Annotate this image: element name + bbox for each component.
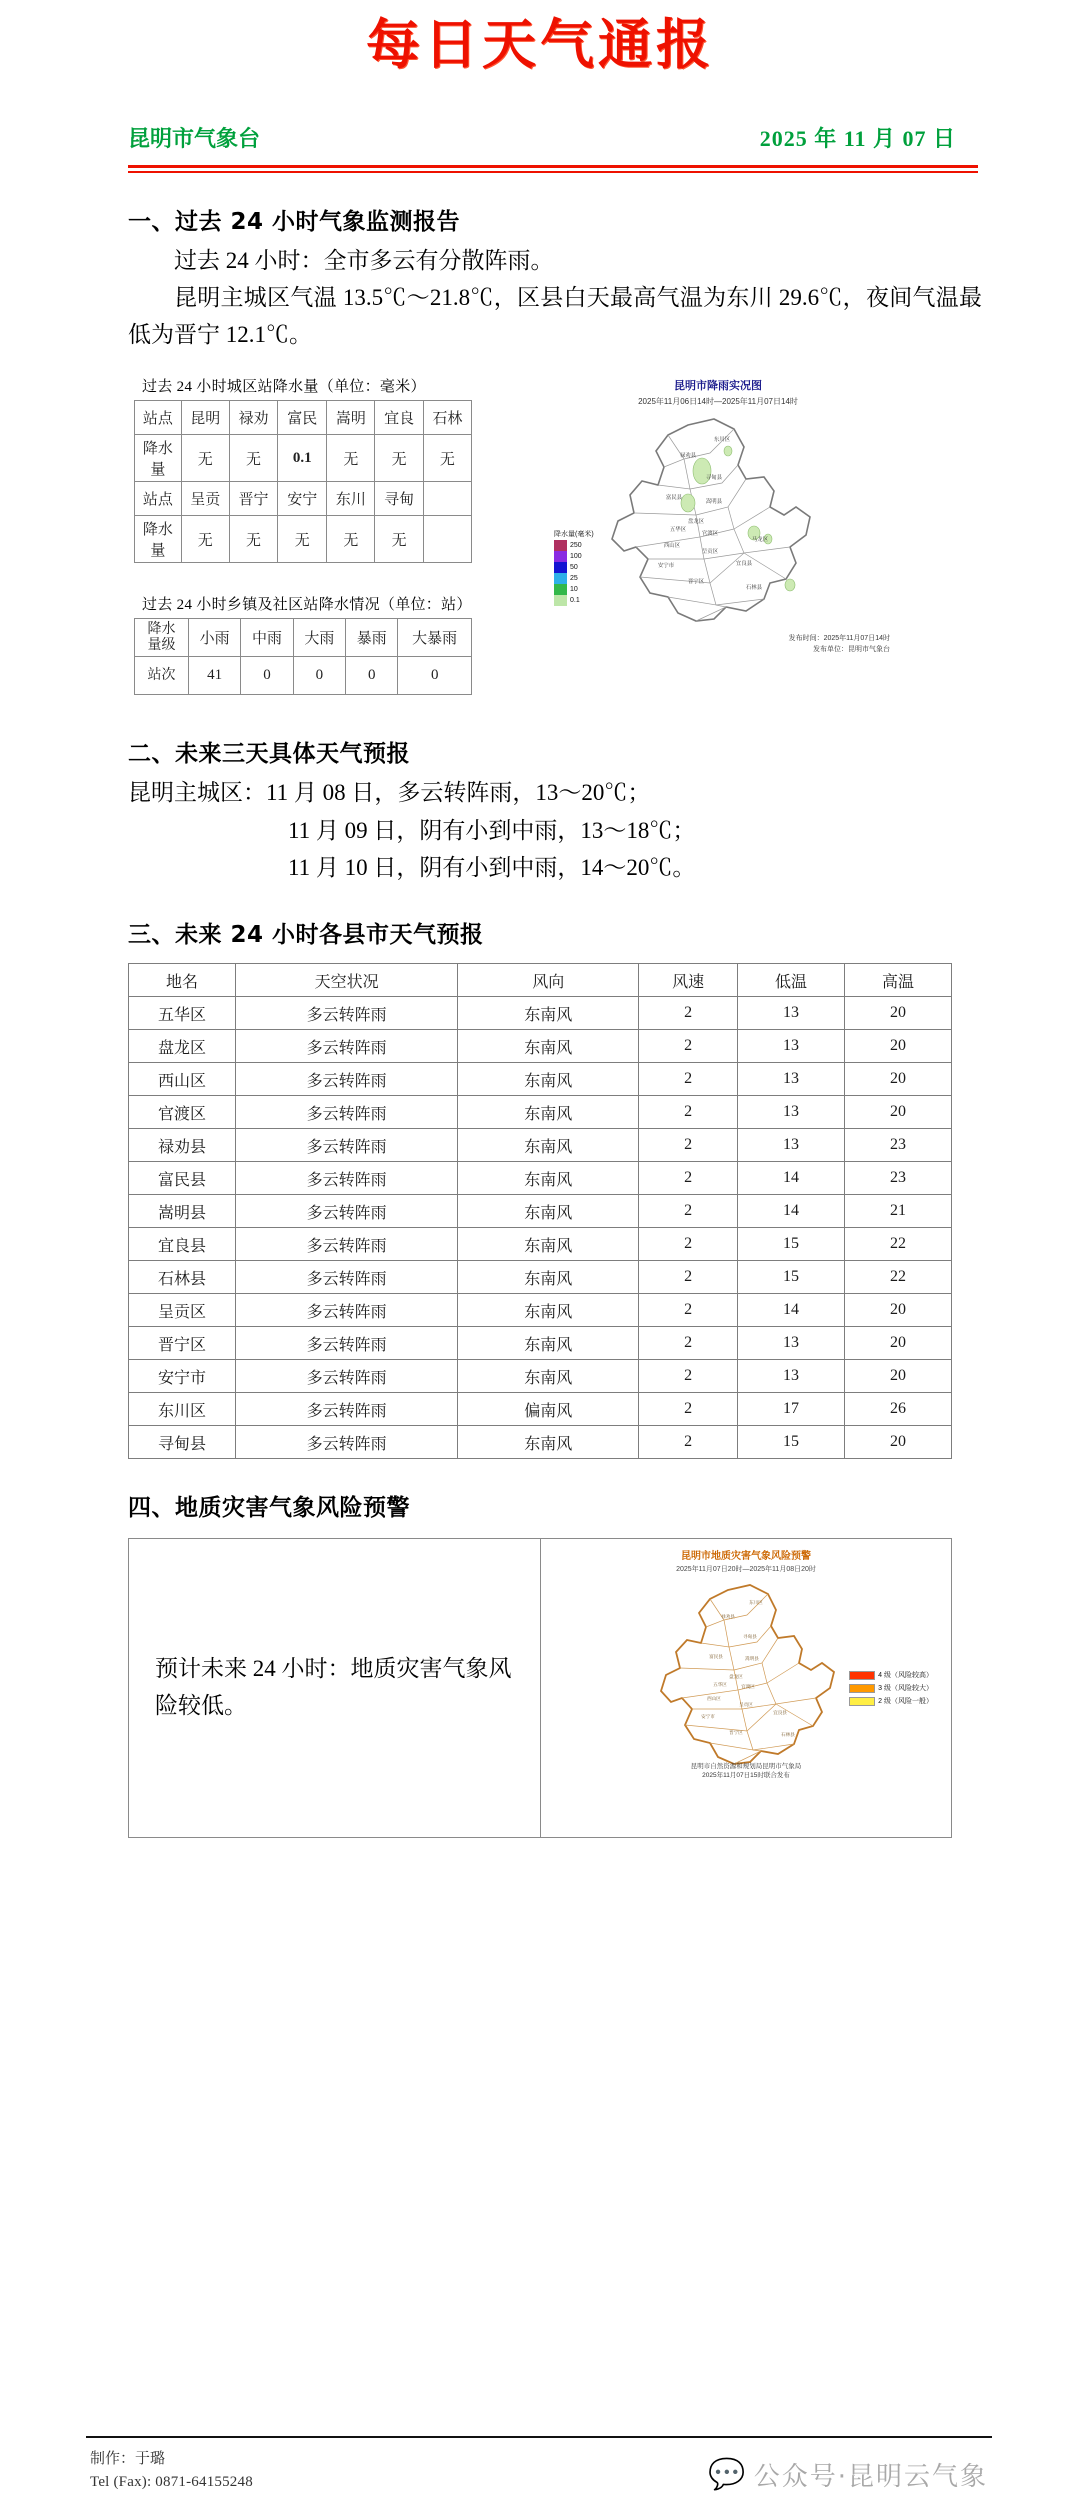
geohazard-risk-map bbox=[540, 1539, 951, 1837]
risk-statement: 预计未来 24 小时：地质灾害气象风险较低。 bbox=[155, 1656, 512, 1719]
risk-legend-item bbox=[849, 1683, 933, 1693]
section-1-heading: 一、过去 24 小时气象监测报告 bbox=[128, 208, 461, 235]
svg-text:西山区: 西山区 bbox=[707, 1696, 721, 1702]
svg-text:五华区: 五华区 bbox=[713, 1682, 727, 1688]
svg-text:宜良县: 宜良县 bbox=[735, 560, 753, 567]
table-row bbox=[129, 1360, 952, 1393]
map-footer: 发布时间：2025年11月07日14时 发布单位：昆明市气象台 bbox=[788, 635, 890, 653]
table-row bbox=[129, 1162, 952, 1195]
section-1-line-1: 过去 24 小时：全市多云有分散阵雨。 bbox=[174, 247, 554, 273]
section-2-day-2: 11 月 09 日，阴有小到中雨，13～18℃； bbox=[288, 817, 696, 843]
table-row bbox=[129, 1096, 952, 1129]
row-label: 站点 bbox=[135, 482, 182, 516]
svg-text:呈贡区: 呈贡区 bbox=[739, 1702, 753, 1708]
cell-low-temp: 13 bbox=[737, 1096, 844, 1129]
precip-cell: 无 bbox=[423, 435, 471, 482]
cell-wind-dir: 东南风 bbox=[458, 1294, 639, 1327]
table-row bbox=[129, 1063, 952, 1096]
cell-wind-dir: 东南风 bbox=[458, 1030, 639, 1063]
section-2-heading: 二、未来三天具体天气预报 bbox=[128, 741, 410, 768]
cell-sky: 多云转阵雨 bbox=[235, 1063, 457, 1096]
cell-wind-dir: 东南风 bbox=[458, 1360, 639, 1393]
cell-wind-speed: 2 bbox=[639, 1393, 738, 1426]
precip-cell: 无 bbox=[375, 516, 423, 563]
risk-map-title: 昆明市地质灾害气象风险预警 bbox=[681, 1551, 811, 1563]
footer-contact bbox=[90, 2448, 253, 2493]
table-2-caption: 过去 24 小时乡镇及社区站降水情况（单位：站） bbox=[142, 597, 472, 614]
row-label: 降水量 bbox=[135, 435, 182, 482]
station-cell: 禄劝 bbox=[229, 401, 277, 435]
cell-wind-speed: 2 bbox=[639, 1030, 738, 1063]
cell-wind-speed: 2 bbox=[639, 1426, 738, 1459]
cell-high-temp: 20 bbox=[844, 1063, 951, 1096]
table-1-caption: 过去 24 小时城区站降水量（单位：毫米） bbox=[142, 379, 426, 396]
city-label: 昆明主城区： bbox=[128, 780, 266, 806]
svg-text:马龙区: 马龙区 bbox=[751, 536, 769, 543]
row-label: 降水量 bbox=[135, 516, 182, 563]
cell-high-temp: 21 bbox=[844, 1195, 951, 1228]
svg-text:东川区: 东川区 bbox=[713, 436, 731, 443]
svg-text:盘龙区: 盘龙区 bbox=[687, 518, 705, 525]
svg-text:嵩明县: 嵩明县 bbox=[705, 498, 723, 505]
page-title: 每日天气通报 bbox=[366, 15, 714, 75]
level-cell: 大暴雨 bbox=[398, 619, 472, 657]
map-title: 昆明市降雨实况图 bbox=[674, 380, 762, 393]
table-row bbox=[135, 516, 472, 563]
cell-low-temp: 14 bbox=[737, 1195, 844, 1228]
cell-sky: 多云转阵雨 bbox=[235, 1228, 457, 1261]
cell-low-temp: 15 bbox=[737, 1261, 844, 1294]
precip-cell: 无 bbox=[229, 516, 277, 563]
cell-sky: 多云转阵雨 bbox=[235, 997, 457, 1030]
station-cell: 嵩明 bbox=[327, 401, 375, 435]
count-cell: 0 bbox=[346, 657, 398, 695]
station-cell: 富民 bbox=[278, 401, 327, 435]
cell-wind-speed: 2 bbox=[639, 1063, 738, 1096]
table-header-row bbox=[129, 964, 952, 997]
cell-wind-dir: 东南风 bbox=[458, 1327, 639, 1360]
cell-sky: 多云转阵雨 bbox=[235, 1426, 457, 1459]
precip-cell: 无 bbox=[181, 435, 229, 482]
cell-name: 嵩明县 bbox=[129, 1195, 236, 1228]
observation-panel bbox=[72, 353, 1008, 705]
section-2-day-3: 11 月 10 日，阴有小到中雨，14～20℃。 bbox=[288, 854, 696, 880]
precip-cell-empty bbox=[423, 516, 471, 563]
table-row bbox=[129, 1195, 952, 1228]
cell-wind-dir: 东南风 bbox=[458, 1426, 639, 1459]
cell-name: 安宁市 bbox=[129, 1360, 236, 1393]
cell-high-temp: 20 bbox=[844, 1360, 951, 1393]
header-divider bbox=[72, 153, 1008, 173]
issuer-row bbox=[72, 76, 1008, 153]
page-footer bbox=[72, 2436, 1008, 2493]
cell-sky: 多云转阵雨 bbox=[235, 1261, 457, 1294]
risk-legend-item bbox=[849, 1670, 933, 1680]
svg-text:晋宁区: 晋宁区 bbox=[687, 578, 705, 585]
table-row bbox=[129, 1030, 952, 1063]
svg-text:西山区: 西山区 bbox=[663, 542, 681, 549]
station-cell: 呈贡 bbox=[181, 482, 229, 516]
table-row bbox=[135, 435, 472, 482]
svg-text:石林县: 石林县 bbox=[745, 584, 763, 591]
cell-low-temp: 13 bbox=[737, 1360, 844, 1393]
precipitation-map bbox=[538, 375, 898, 705]
forecast-day-1: 11 月 08 日，多云转阵雨，13～20℃； bbox=[266, 780, 651, 806]
precip-cell: 无 bbox=[327, 435, 375, 482]
cell-name: 石林县 bbox=[129, 1261, 236, 1294]
section-1-line-2: 昆明主城区气温 13.5℃～21.8℃，区县白天最高气温为东川 29.6℃，夜间气温最低为晋宁 12.1℃。 bbox=[128, 284, 982, 348]
cell-wind-speed: 2 bbox=[639, 1294, 738, 1327]
table-row bbox=[135, 401, 472, 435]
cell-low-temp: 14 bbox=[737, 1294, 844, 1327]
cell-low-temp: 13 bbox=[737, 1030, 844, 1063]
risk-legend-label: 2 级（风险一般） bbox=[878, 1698, 933, 1706]
svg-text:富民县: 富民县 bbox=[665, 494, 683, 501]
precip-cell: 无 bbox=[181, 516, 229, 563]
table-row bbox=[129, 1327, 952, 1360]
cell-high-temp: 23 bbox=[844, 1162, 951, 1195]
risk-map-canvas bbox=[541, 1574, 951, 1784]
cell-wind-speed: 2 bbox=[639, 1327, 738, 1360]
cell-name: 官渡区 bbox=[129, 1096, 236, 1129]
cell-high-temp: 20 bbox=[844, 997, 951, 1030]
cell-wind-speed: 2 bbox=[639, 1096, 738, 1129]
cell-wind-dir: 东南风 bbox=[458, 1129, 639, 1162]
cell-name: 呈贡区 bbox=[129, 1294, 236, 1327]
row-label: 站次 bbox=[135, 657, 189, 695]
cell-sky: 多云转阵雨 bbox=[235, 1327, 457, 1360]
risk-swatch-level4 bbox=[849, 1671, 875, 1680]
table-row bbox=[129, 1393, 952, 1426]
table-row bbox=[135, 657, 472, 695]
cell-sky: 多云转阵雨 bbox=[235, 1195, 457, 1228]
cell-wind-dir: 东南风 bbox=[458, 1162, 639, 1195]
cell-low-temp: 14 bbox=[737, 1162, 844, 1195]
wechat-account-label: 公众号·昆明云气象 bbox=[753, 2462, 988, 2492]
geohazard-risk-panel bbox=[128, 1538, 952, 1838]
cell-wind-speed: 2 bbox=[639, 997, 738, 1030]
table-row bbox=[135, 619, 472, 657]
station-cell-empty bbox=[423, 482, 471, 516]
cell-name: 盘龙区 bbox=[129, 1030, 236, 1063]
station-cell: 宜良 bbox=[375, 401, 423, 435]
count-cell: 0 bbox=[398, 657, 472, 695]
cell-high-temp: 22 bbox=[844, 1261, 951, 1294]
section-3-heading: 三、未来 24 小时各县市天气预报 bbox=[128, 922, 484, 949]
cell-wind-speed: 2 bbox=[639, 1360, 738, 1393]
level-cell: 暴雨 bbox=[346, 619, 398, 657]
cell-wind-dir: 东南风 bbox=[458, 1096, 639, 1129]
svg-text:石林县: 石林县 bbox=[781, 1732, 795, 1738]
cell-high-temp: 22 bbox=[844, 1228, 951, 1261]
svg-text:呈贡区: 呈贡区 bbox=[701, 548, 719, 555]
cell-high-temp: 20 bbox=[844, 1096, 951, 1129]
forecast-rows bbox=[129, 997, 952, 1459]
table-row bbox=[129, 1261, 952, 1294]
cell-high-temp: 20 bbox=[844, 1426, 951, 1459]
map-canvas bbox=[538, 407, 898, 657]
precip-cell: 无 bbox=[278, 516, 327, 563]
cell-wind-speed: 2 bbox=[639, 1162, 738, 1195]
precip-cell: 无 bbox=[327, 516, 375, 563]
wechat-icon: 💬 bbox=[708, 2457, 746, 2491]
svg-text:盘龙区: 盘龙区 bbox=[729, 1674, 743, 1680]
station-cell: 石林 bbox=[423, 401, 471, 435]
cell-sky: 多云转阵雨 bbox=[235, 1129, 457, 1162]
station-cell: 东川 bbox=[327, 482, 375, 516]
cell-wind-dir: 东南风 bbox=[458, 1261, 639, 1294]
column-header-wind-dir: 风向 bbox=[458, 964, 639, 997]
column-header-name: 地名 bbox=[129, 964, 236, 997]
table-row bbox=[129, 1129, 952, 1162]
cell-sky: 多云转阵雨 bbox=[235, 1162, 457, 1195]
risk-legend bbox=[849, 1670, 933, 1709]
legend-swatches bbox=[554, 540, 567, 606]
column-header-sky: 天空状况 bbox=[235, 964, 457, 997]
cell-high-temp: 20 bbox=[844, 1327, 951, 1360]
cell-name: 富民县 bbox=[129, 1162, 236, 1195]
cell-high-temp: 20 bbox=[844, 1030, 951, 1063]
issue-date: 2025 年 11 月 07 日 bbox=[759, 126, 956, 152]
risk-swatch-level3 bbox=[849, 1684, 875, 1693]
wechat-account bbox=[708, 2456, 988, 2493]
station-cell: 安宁 bbox=[278, 482, 327, 516]
risk-map-subtitle: 2025年11月07日20时—2025年11月08日20时 bbox=[676, 1566, 816, 1574]
svg-text:晋宁区: 晋宁区 bbox=[729, 1730, 743, 1736]
svg-text:安宁市: 安宁市 bbox=[657, 562, 675, 569]
cell-wind-speed: 2 bbox=[639, 1228, 738, 1261]
cell-wind-dir: 东南风 bbox=[458, 1228, 639, 1261]
precipitation-map-panel bbox=[532, 375, 1008, 705]
cell-name: 西山区 bbox=[129, 1063, 236, 1096]
cell-low-temp: 15 bbox=[737, 1228, 844, 1261]
table-row bbox=[129, 1228, 952, 1261]
legend-labels: 250 100 50 25 10 0.1 bbox=[570, 541, 582, 604]
cell-wind-speed: 2 bbox=[639, 1129, 738, 1162]
svg-text:官渡区: 官渡区 bbox=[701, 530, 719, 537]
cell-wind-dir: 东南风 bbox=[458, 1195, 639, 1228]
cell-low-temp: 13 bbox=[737, 1063, 844, 1096]
precip-cell: 0.1 bbox=[278, 435, 327, 482]
level-header: 降水 量级 bbox=[135, 619, 189, 657]
cell-name: 东川区 bbox=[129, 1393, 236, 1426]
station-cell: 晋宁 bbox=[229, 482, 277, 516]
station-cell: 寻甸 bbox=[375, 482, 423, 516]
svg-text:东川区: 东川区 bbox=[749, 1600, 763, 1606]
column-header-wind-speed: 风速 bbox=[639, 964, 738, 997]
table-row bbox=[129, 1426, 952, 1459]
cell-high-temp: 20 bbox=[844, 1294, 951, 1327]
cell-low-temp: 13 bbox=[737, 997, 844, 1030]
issuer-name: 昆明市气象台 bbox=[128, 126, 261, 152]
count-cell: 0 bbox=[293, 657, 345, 695]
cell-high-temp: 26 bbox=[844, 1393, 951, 1426]
cell-sky: 多云转阵雨 bbox=[235, 1030, 457, 1063]
risk-legend-label: 4 级（风险较高） bbox=[878, 1672, 933, 1680]
cell-sky: 多云转阵雨 bbox=[235, 1096, 457, 1129]
producer-line: 制作：于璐 bbox=[90, 2451, 166, 2467]
table-row bbox=[129, 1294, 952, 1327]
observation-tables bbox=[72, 375, 532, 705]
table-row bbox=[129, 997, 952, 1030]
cell-high-temp: 23 bbox=[844, 1129, 951, 1162]
table-row bbox=[135, 482, 472, 516]
svg-text:五华区: 五华区 bbox=[669, 526, 687, 533]
level-cell: 大雨 bbox=[293, 619, 345, 657]
svg-text:富民县: 富民县 bbox=[709, 1654, 723, 1660]
map-legend bbox=[554, 529, 618, 606]
svg-text:禄劝县: 禄劝县 bbox=[721, 1614, 735, 1620]
svg-text:嵩明县: 嵩明县 bbox=[745, 1656, 759, 1662]
cell-low-temp: 15 bbox=[737, 1426, 844, 1459]
telephone-line: Tel (Fax): 0871-64155248 bbox=[90, 2473, 253, 2490]
section-2-city-line bbox=[72, 774, 1008, 811]
svg-text:官渡区: 官渡区 bbox=[741, 1684, 755, 1690]
cell-name: 宜良县 bbox=[129, 1228, 236, 1261]
cell-low-temp: 17 bbox=[737, 1393, 844, 1426]
cell-name: 晋宁区 bbox=[129, 1327, 236, 1360]
svg-text:安宁市: 安宁市 bbox=[701, 1714, 715, 1720]
level-cell: 小雨 bbox=[189, 619, 241, 657]
column-header-low-temp: 低温 bbox=[737, 964, 844, 997]
count-cell: 41 bbox=[189, 657, 241, 695]
cell-wind-speed: 2 bbox=[639, 1195, 738, 1228]
cell-low-temp: 13 bbox=[737, 1129, 844, 1162]
cell-sky: 多云转阵雨 bbox=[235, 1294, 457, 1327]
svg-text:宜良县: 宜良县 bbox=[773, 1710, 787, 1716]
svg-text:寻甸县: 寻甸县 bbox=[705, 474, 723, 481]
cell-name: 寻甸县 bbox=[129, 1426, 236, 1459]
risk-legend-item bbox=[849, 1696, 933, 1706]
cell-name: 禄劝县 bbox=[129, 1129, 236, 1162]
county-forecast-table bbox=[128, 963, 952, 1459]
precip-cell: 无 bbox=[229, 435, 277, 482]
cell-wind-dir: 东南风 bbox=[458, 997, 639, 1030]
legend-title: 降水量(毫米) bbox=[554, 530, 594, 538]
section-4-heading: 四、地质灾害气象风险预警 bbox=[128, 1495, 410, 1522]
cell-sky: 多云转阵雨 bbox=[235, 1393, 457, 1426]
risk-legend-label: 3 级（风险较大） bbox=[878, 1685, 933, 1693]
cell-wind-dir: 偏南风 bbox=[458, 1393, 639, 1426]
township-precipitation-table bbox=[134, 618, 472, 695]
map-subtitle: 2025年11月06日14时—2025年11月07日14时 bbox=[638, 396, 798, 406]
count-cell: 0 bbox=[241, 657, 293, 695]
level-cell: 中雨 bbox=[241, 619, 293, 657]
column-header-high-temp: 高温 bbox=[844, 964, 951, 997]
risk-map-footer: 昆明市自然资源和规划局昆明市气象局 2025年11月07日15时联合发布 bbox=[690, 1762, 802, 1780]
cell-name: 五华区 bbox=[129, 997, 236, 1030]
cell-low-temp: 13 bbox=[737, 1327, 844, 1360]
station-cell: 昆明 bbox=[181, 401, 229, 435]
cell-wind-speed: 2 bbox=[639, 1261, 738, 1294]
svg-text:寻甸县: 寻甸县 bbox=[743, 1634, 757, 1640]
urban-precipitation-table bbox=[134, 400, 472, 563]
precip-cell: 无 bbox=[375, 435, 423, 482]
svg-text:禄劝县: 禄劝县 bbox=[679, 452, 697, 459]
cell-wind-dir: 东南风 bbox=[458, 1063, 639, 1096]
risk-swatch-level2 bbox=[849, 1697, 875, 1706]
row-label: 站点 bbox=[135, 401, 182, 435]
cell-sky: 多云转阵雨 bbox=[235, 1360, 457, 1393]
